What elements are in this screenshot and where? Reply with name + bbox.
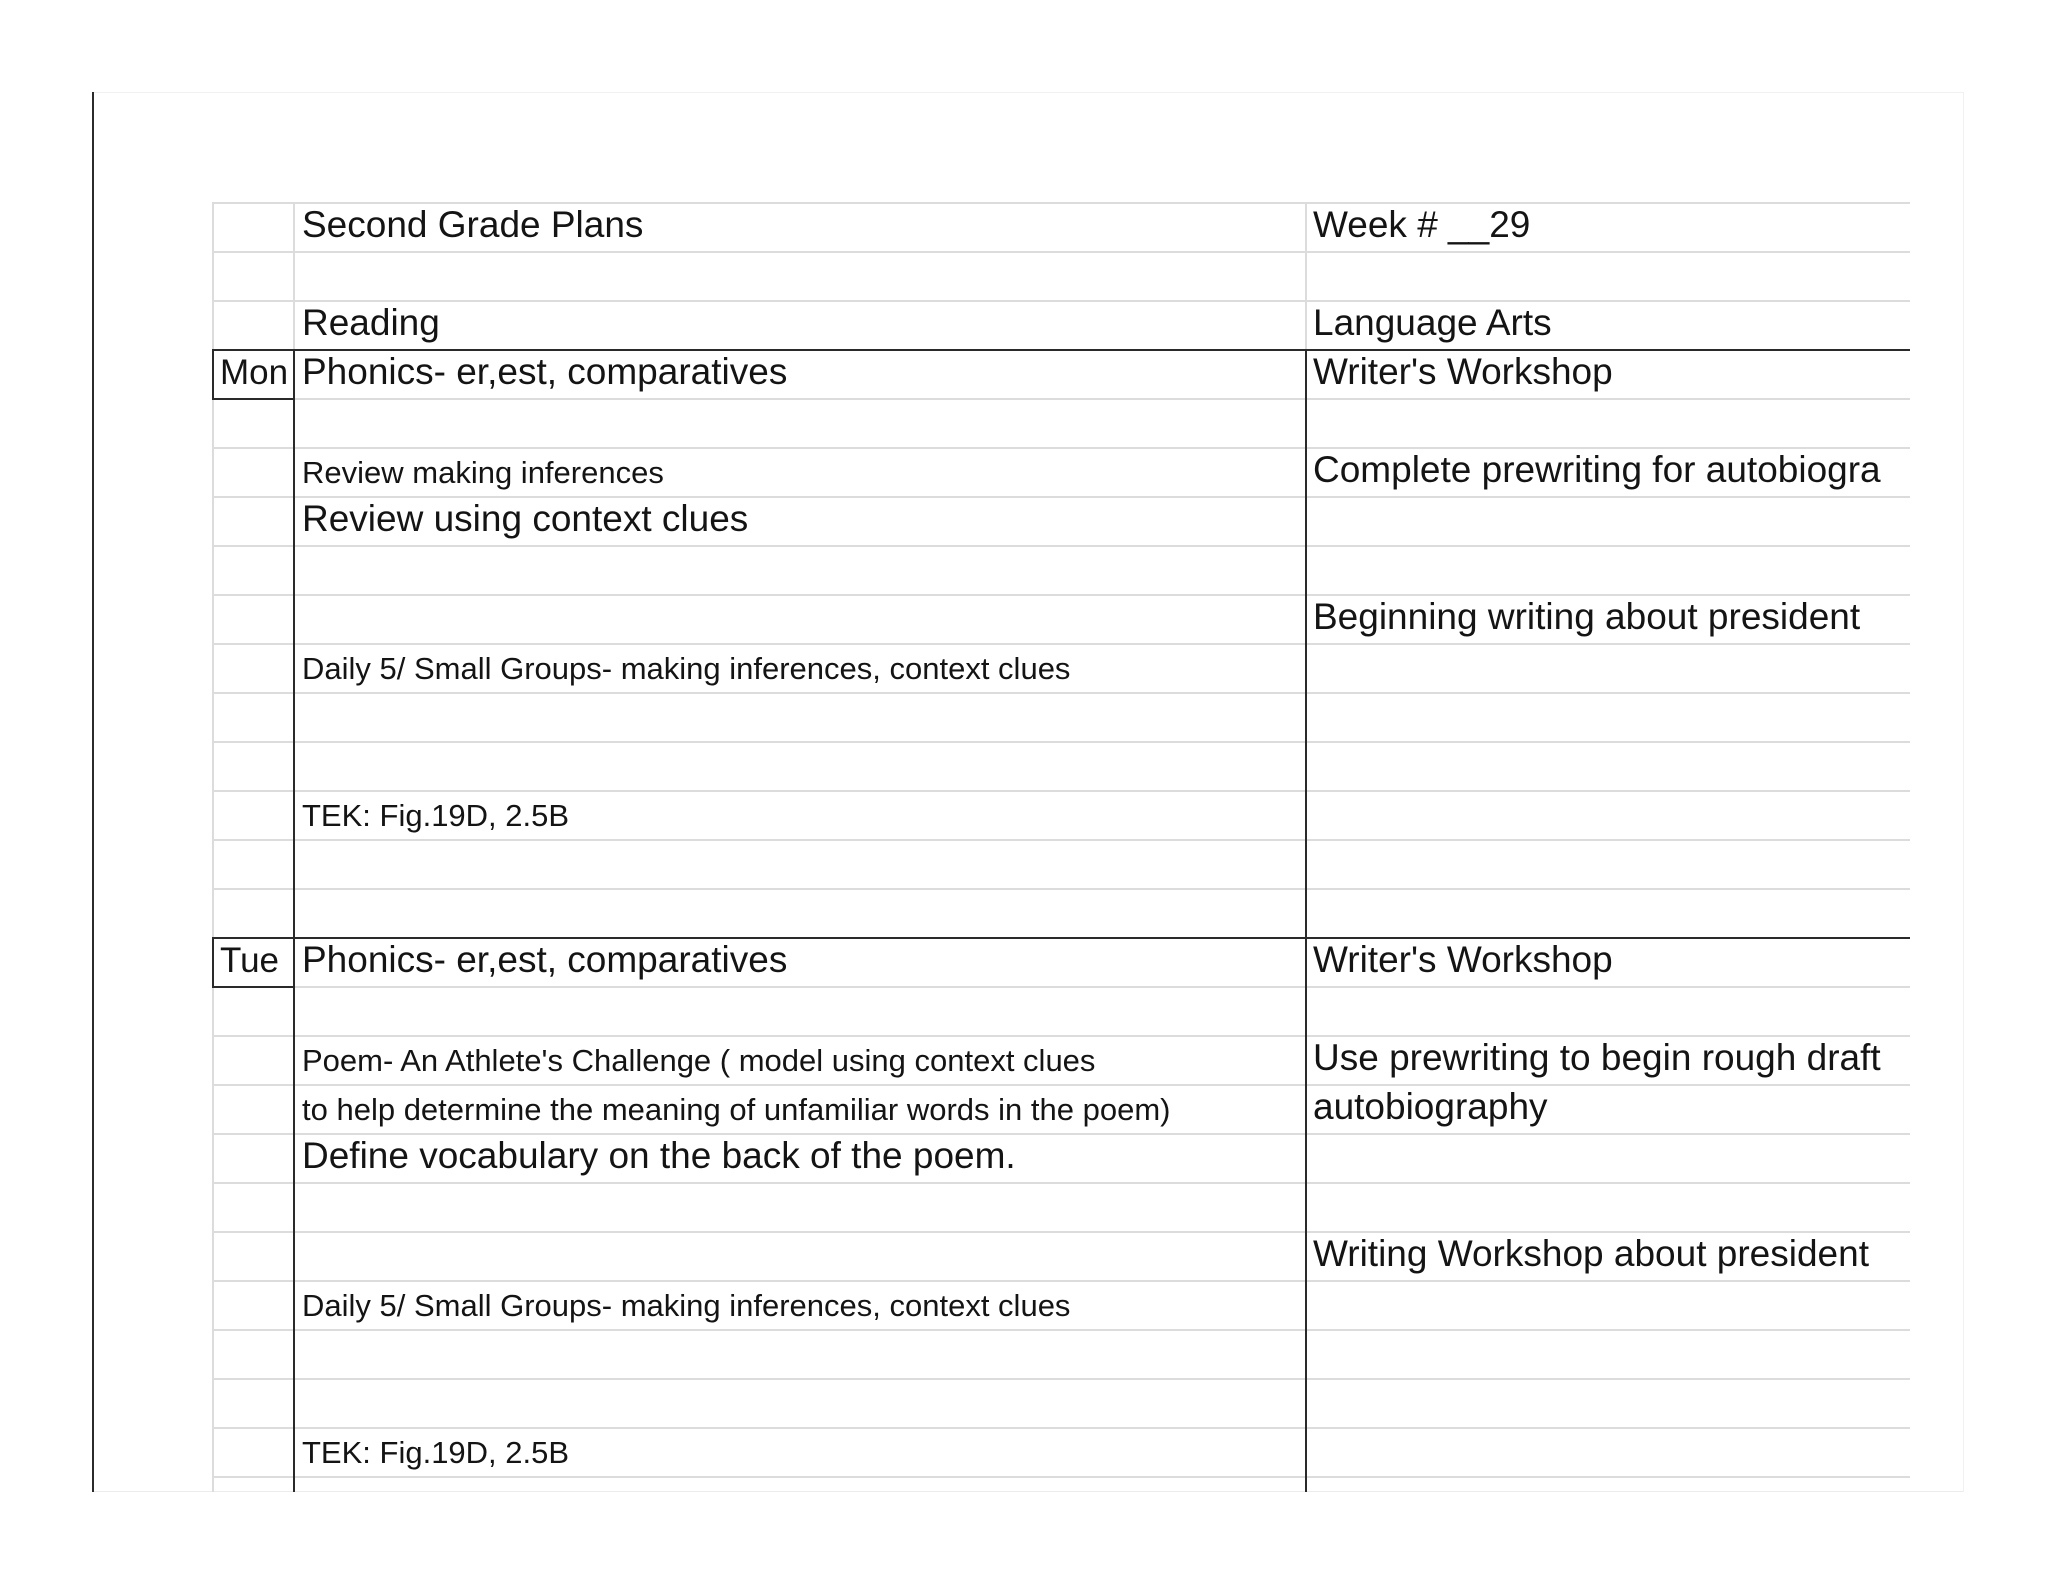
row-label-cell — [212, 1135, 294, 1182]
language-arts-cell — [1306, 1380, 1910, 1427]
language-arts-cell — [1306, 1478, 1910, 1492]
language-arts-cell — [1306, 1282, 1910, 1329]
table-row — [212, 937, 1910, 986]
language-arts-cell — [1306, 1429, 1910, 1476]
table-row — [212, 398, 1910, 447]
table-row — [212, 741, 1910, 790]
week-number: Week # __29 — [1313, 204, 1531, 245]
reading-cell — [294, 890, 1306, 937]
reading-cell — [294, 743, 1306, 790]
table-row — [212, 1084, 1910, 1133]
language-arts-cell — [1306, 1135, 1910, 1182]
language-arts-cell: Use prewriting to begin rough draft — [1313, 1037, 1881, 1078]
row-label-cell — [212, 547, 294, 594]
reading-cell — [294, 694, 1306, 741]
row-label-cell — [212, 988, 294, 1035]
row-label-cell — [212, 302, 294, 349]
table-row — [212, 1329, 1910, 1378]
reading-cell — [294, 1184, 1306, 1231]
row-label-cell — [212, 645, 294, 692]
title-row — [212, 202, 1910, 251]
table-row — [212, 447, 1910, 496]
reading-cell: TEK: Fig.19D, 2.5B — [302, 798, 570, 833]
row-label-cell — [212, 1429, 294, 1476]
day-label-border — [212, 349, 214, 398]
reading-cell — [294, 547, 1306, 594]
column-divider-light — [293, 202, 295, 349]
reading-cell: Poem- An Athlete's Challenge ( model using context clues — [302, 1043, 1096, 1078]
table-row — [212, 1231, 1910, 1280]
language-arts-cell: Complete prewriting for autobiogra — [1313, 449, 1881, 490]
reading-cell: Review using context clues — [302, 498, 749, 539]
column-divider-light — [1305, 202, 1307, 349]
day-label-border — [212, 937, 214, 986]
reading-cell — [294, 841, 1306, 888]
language-arts-cell: Writer's Workshop — [1313, 351, 1613, 392]
column-divider — [293, 349, 295, 1492]
language-arts-cell — [1306, 792, 1910, 839]
language-arts-cell — [1306, 645, 1910, 692]
reading-cell — [294, 1331, 1306, 1378]
row-label-cell — [212, 1233, 294, 1280]
reading-header: Reading — [302, 302, 440, 343]
day-label-border — [212, 398, 294, 400]
row-label-cell — [212, 1380, 294, 1427]
language-arts-cell — [1306, 841, 1910, 888]
row-label-cell — [212, 1282, 294, 1329]
row-label-cell — [212, 449, 294, 496]
day-label-border — [212, 986, 294, 988]
row-label-cell — [212, 1478, 294, 1492]
row-label-cell — [212, 204, 294, 251]
page-title: Second Grade Plans — [302, 204, 644, 245]
table-row — [212, 1476, 1910, 1492]
reading-cell — [294, 1478, 1306, 1492]
table-row — [212, 1035, 1910, 1084]
column-header-row — [212, 300, 1910, 349]
row-label-cell — [212, 743, 294, 790]
language-arts-cell — [1306, 498, 1910, 545]
reading-cell: Daily 5/ Small Groups- making inferences, context clues — [302, 1288, 1071, 1323]
table-row — [212, 1378, 1910, 1427]
language-arts-cell: Writer's Workshop — [1313, 939, 1613, 980]
reading-cell: to help determine the meaning of unfamiliar words in the poem) — [302, 1092, 1171, 1127]
language-arts-cell — [1306, 253, 1910, 300]
reading-cell: TEK: Fig.19D, 2.5B — [302, 1435, 570, 1470]
reading-cell: Daily 5/ Small Groups- making inferences, context clues — [302, 651, 1071, 686]
reading-cell: Define vocabulary on the back of the poem. — [302, 1135, 1016, 1176]
language-arts-cell — [1306, 694, 1910, 741]
reading-cell — [294, 1380, 1306, 1427]
table-row — [212, 545, 1910, 594]
table-row — [212, 349, 1910, 398]
table-row — [212, 1182, 1910, 1231]
day-label: Mon — [212, 351, 294, 398]
row-label-cell — [212, 253, 294, 300]
row-label-cell — [212, 498, 294, 545]
language-arts-cell — [1306, 1184, 1910, 1231]
row-label-cell — [212, 890, 294, 937]
spacer-row — [212, 251, 1910, 300]
reading-cell — [294, 253, 1306, 300]
table-row — [212, 986, 1910, 1035]
reading-cell — [294, 1233, 1306, 1280]
reading-cell — [294, 596, 1306, 643]
table-row — [212, 594, 1910, 643]
table-row — [212, 496, 1910, 545]
column-divider — [1305, 349, 1307, 1492]
language-arts-cell — [1306, 743, 1910, 790]
row-label-cell — [212, 596, 294, 643]
language-arts-cell — [1306, 400, 1910, 447]
language-arts-header: Language Arts — [1313, 302, 1552, 343]
table-row — [212, 888, 1910, 937]
row-label-cell — [212, 1086, 294, 1133]
reading-cell: Phonics- er,est, comparatives — [302, 939, 788, 980]
language-arts-cell — [1306, 547, 1910, 594]
language-arts-cell: Writing Workshop about president — [1313, 1233, 1869, 1274]
language-arts-cell — [1306, 890, 1910, 937]
language-arts-cell — [1306, 1331, 1910, 1378]
row-label-cell — [212, 1037, 294, 1084]
table-row — [212, 839, 1910, 888]
day-label: Tue — [212, 939, 294, 986]
row-label-cell — [212, 1184, 294, 1231]
row-label-cell — [212, 841, 294, 888]
lesson-plan-table — [212, 202, 1910, 1492]
language-arts-cell: Beginning writing about president — [1313, 596, 1861, 637]
row-label-cell — [212, 792, 294, 839]
reading-cell — [294, 988, 1306, 1035]
table-row — [212, 643, 1910, 692]
row-label-cell — [212, 400, 294, 447]
row-label-cell — [212, 1331, 294, 1378]
reading-cell: Phonics- er,est, comparatives — [302, 351, 788, 392]
table-row — [212, 1133, 1910, 1182]
language-arts-cell: autobiography — [1313, 1086, 1548, 1127]
reading-cell: Review making inferences — [302, 455, 664, 490]
table-row — [212, 790, 1910, 839]
reading-cell — [294, 400, 1306, 447]
table-row — [212, 692, 1910, 741]
table-row — [212, 1280, 1910, 1329]
table-row — [212, 1427, 1910, 1476]
row-label-cell — [212, 694, 294, 741]
language-arts-cell — [1306, 988, 1910, 1035]
